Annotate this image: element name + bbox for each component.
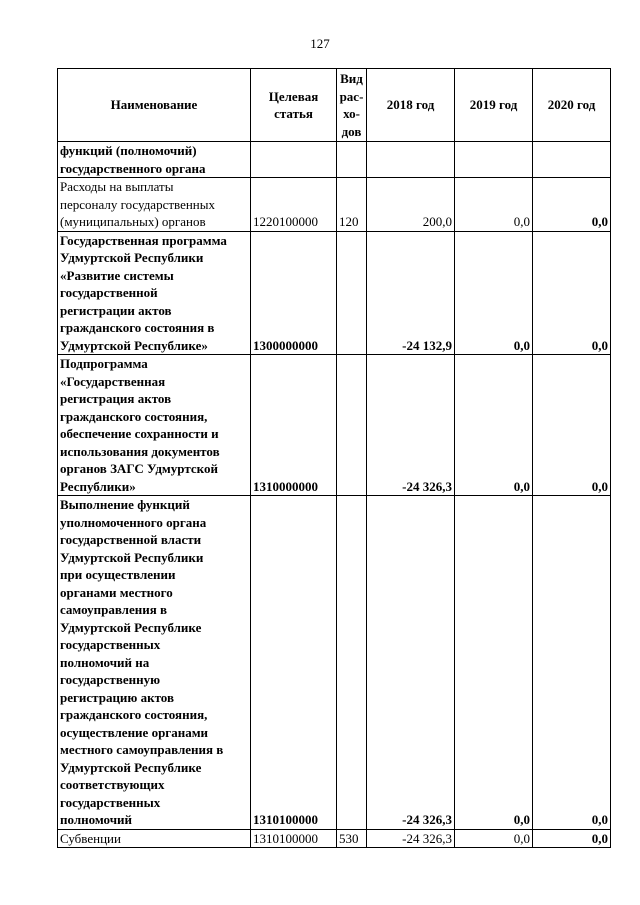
row-name: Выполнение функций уполномоченного органа государственной власти Удмуртской Республики при осуществлении органами местного самоуправления в Удмуртской Республике государственных полномочий на государственную регистрацию актов гражданского состояния, осуществление органами местного самоуправления в Удмуртской Республике соответствующих государственных полномочий — [60, 497, 224, 827]
row-2018: -24 326,3 — [367, 355, 455, 496]
row-2018: -24 132,9 — [367, 231, 455, 355]
table-row — [58, 829, 611, 848]
row-kind — [337, 355, 367, 496]
row-2019: 0,0 — [455, 355, 533, 496]
row-target: 1300000000 — [251, 231, 337, 355]
budget-table — [57, 68, 611, 848]
row-name: функций (полномочий) государственного органа — [60, 143, 206, 176]
row-target — [251, 142, 337, 178]
row-2020: 0,0 — [533, 355, 611, 496]
row-2019: 0,0 — [455, 829, 533, 848]
row-kind — [337, 231, 367, 355]
table-row — [58, 231, 611, 355]
row-target: 1310000000 — [251, 355, 337, 496]
row-2019 — [455, 142, 533, 178]
row-name: Субвенции — [60, 830, 121, 846]
table-row — [58, 142, 611, 178]
row-name: Расходы на выплаты персоналу государственных (муниципальных) органов — [60, 179, 216, 229]
row-kind: 530 — [337, 829, 367, 848]
header-2018: 2018 год — [367, 69, 455, 142]
row-kind: 120 — [337, 178, 367, 232]
row-2020: 0,0 — [533, 496, 611, 830]
row-target: 1220100000 — [251, 178, 337, 232]
header-2020: 2020 год — [533, 69, 611, 142]
row-2020: 0,0 — [533, 829, 611, 848]
table-row — [58, 178, 611, 232]
row-name: Подпрограмма «Государственная регистрация актов гражданского состояния, обеспечение сохранности и использования документов органов ЗАГС Удмуртской Республики» — [60, 356, 220, 494]
row-2018: 200,0 — [367, 178, 455, 232]
row-target: 1310100000 — [251, 496, 337, 830]
row-2019: 0,0 — [455, 231, 533, 355]
row-target: 1310100000 — [251, 829, 337, 848]
page-number: 127 — [310, 36, 330, 51]
row-2019: 0,0 — [455, 178, 533, 232]
row-2019: 0,0 — [455, 496, 533, 830]
table-header-row — [58, 69, 611, 142]
row-2020: 0,0 — [533, 178, 611, 232]
table-row — [58, 496, 611, 830]
header-expense-kind: Вид рас- хо- дов — [337, 69, 367, 142]
row-kind — [337, 142, 367, 178]
row-kind — [337, 496, 367, 830]
table-row — [58, 355, 611, 496]
row-2018: -24 326,3 — [367, 496, 455, 830]
header-target-article: Целевая статья — [251, 69, 337, 142]
row-2020 — [533, 142, 611, 178]
row-2018 — [367, 142, 455, 178]
header-name: Наименование — [58, 69, 251, 142]
header-2019: 2019 год — [455, 69, 533, 142]
row-2018: -24 326,3 — [367, 829, 455, 848]
row-name: Государственная программа Удмуртской Республики «Развитие системы государственной регистрации актов гражданского состояния в Удмуртской Республике» — [60, 232, 227, 353]
row-2020: 0,0 — [533, 231, 611, 355]
